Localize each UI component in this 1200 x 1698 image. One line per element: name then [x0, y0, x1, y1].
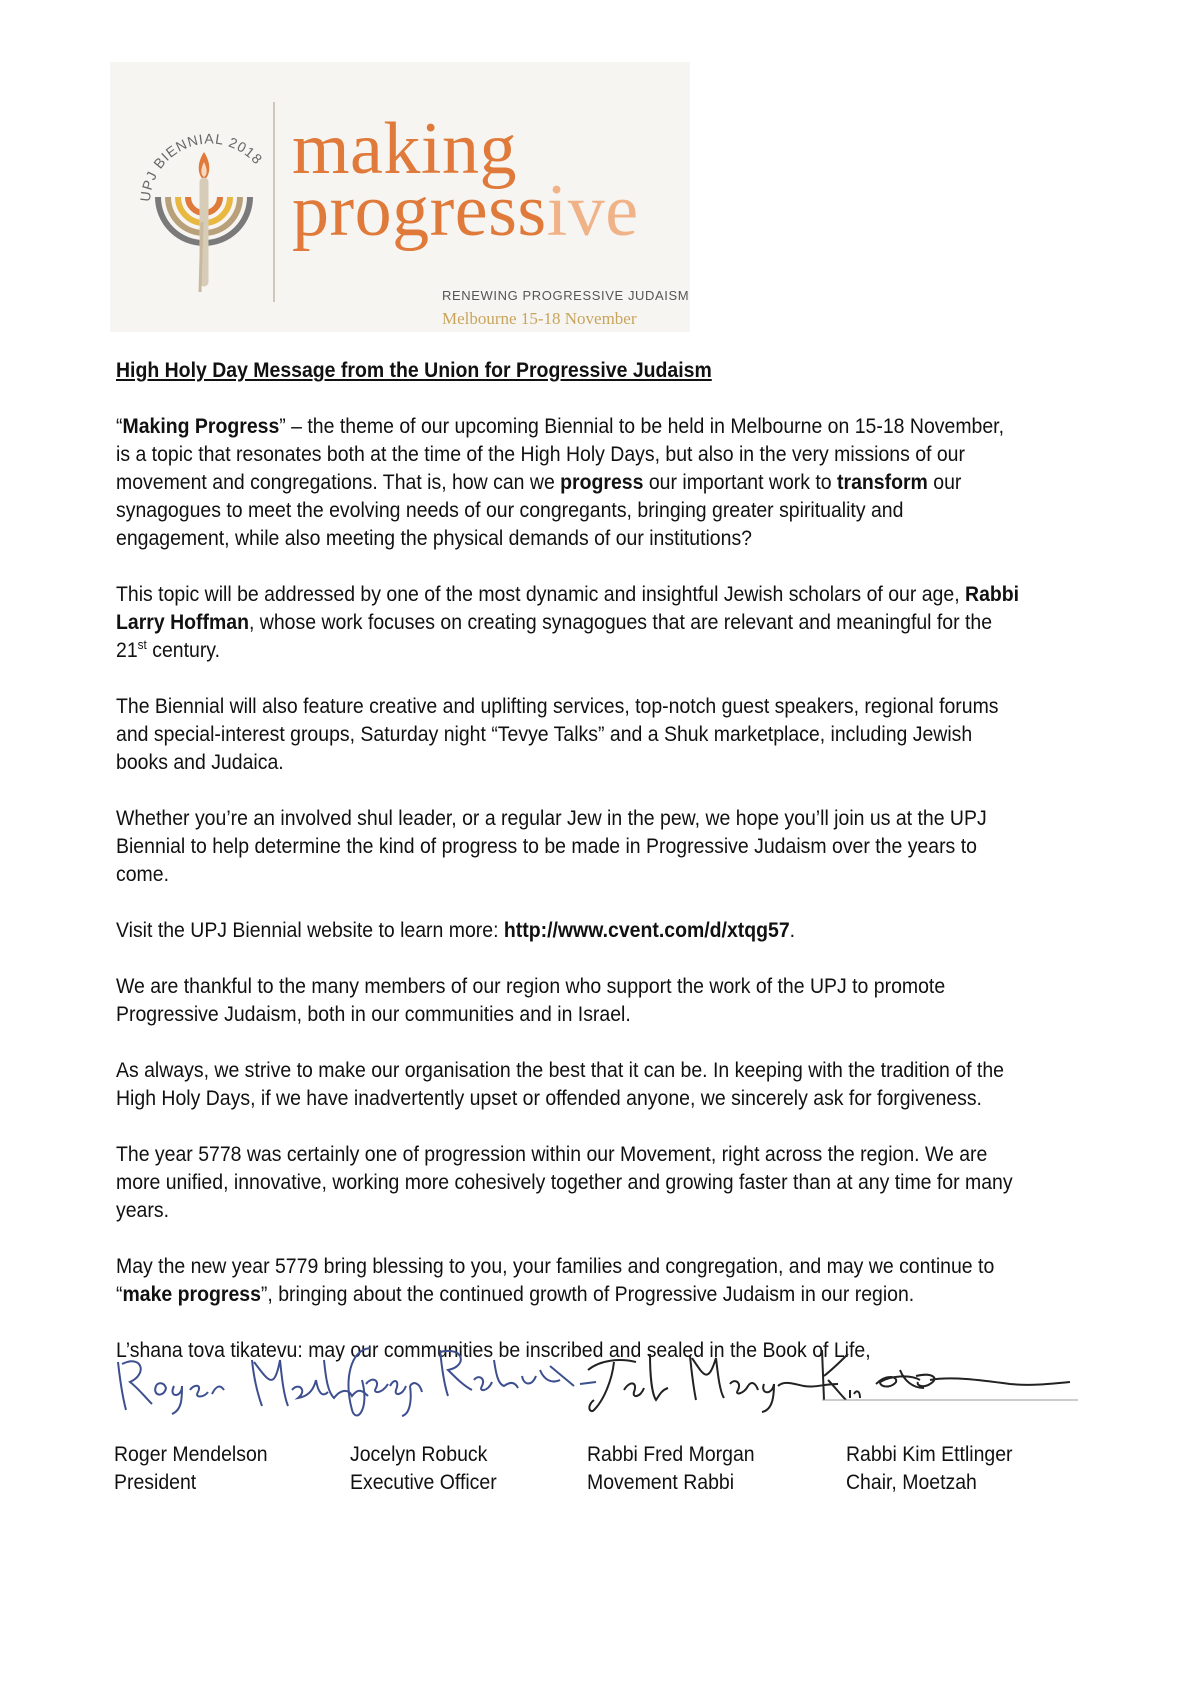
- logo-word-making: making: [292, 108, 517, 190]
- bold-progress: progress: [560, 470, 644, 494]
- signatory-role: Executive Officer: [350, 1470, 497, 1494]
- signature-jocelyn-robuck-image: [340, 1340, 600, 1420]
- signature-fred-morgan-image: [580, 1340, 840, 1420]
- menorah-emblem-icon: [128, 82, 278, 312]
- letter-title: High Holy Day Message from the Union for Progressive Judaism: [116, 358, 712, 382]
- logo-tagline: RENEWING PROGRESSIVE JUDAISM: [442, 288, 690, 303]
- superscript: st: [137, 636, 147, 652]
- letter-body: [116, 356, 1021, 1392]
- paragraph-forgiveness: As always, we strive to make our organisation the best that it can be. In keeping with the tradition of the High Holy Days, if we have inadvertently upset or offended anyone, we sincerely ask for forgiveness.: [116, 1058, 1004, 1110]
- text: .: [789, 918, 796, 942]
- paragraph-features: The Biennial will also feature creative and uplifting services, top-notch guest speakers, regional forums and special-interest groups, Saturday night “Tevye Talks” and a Shuk marketplace, including Jewish books and Judaica.: [116, 694, 999, 774]
- text: This topic will be addressed by one of the most dynamic and insightful Jewish scholars of our age,: [116, 582, 966, 606]
- paragraph-thanks: We are thankful to the many members of our region who support the work of the UPJ to promote Progressive Judaism, both in our communities and in Israel.: [116, 974, 946, 1026]
- signature-jocelyn-robuck: [340, 1340, 600, 1420]
- bold-speaker-name: Rabbi Larry Hoffman: [116, 582, 1020, 634]
- paragraph-invitation: Whether you’re an involved shul leader, or a regular Jew in the pew, we hope you’ll join us at the UPJ Biennial to help determine the kind of progress to be made in Progressive Judaism over the years to come.: [116, 806, 987, 886]
- bold-make-progress: make progress: [122, 1282, 261, 1306]
- paragraph-closing: L’shana tova tikatevu: may our communities be inscribed and sealed in the Book of Life,: [116, 1338, 871, 1362]
- signature-kim-ettlinger: [820, 1340, 1080, 1420]
- logo-location-dates: Melbourne 15-18 November: [442, 309, 637, 328]
- signatory-kim-ettlinger: [846, 1440, 1013, 1496]
- paragraph-speaker: [116, 580, 1021, 664]
- signatory-roger-mendelson: [114, 1440, 268, 1496]
- logo-word-progress: progress: [292, 170, 547, 252]
- paragraph-year-review: The year 5778 was certainly one of progression within our Movement, right across the region. We are more unified, innovative, working more cohesively together and growing faster than at any time for many years.: [116, 1142, 1013, 1222]
- open-quote: “: [116, 414, 123, 438]
- signatory-name: Roger Mendelson: [114, 1442, 268, 1466]
- signature-fred-morgan: [580, 1340, 840, 1420]
- text: ”, bringing about the continued growth of Progressive Judaism in our region.: [260, 1282, 915, 1306]
- website-link[interactable]: http://www.cvent.com/d/xtqg57: [503, 918, 790, 942]
- text: century.: [146, 638, 220, 662]
- text: our important work to: [643, 470, 838, 494]
- signatory-fred-morgan: [587, 1440, 755, 1496]
- signatory-role: Movement Rabbi: [587, 1470, 735, 1494]
- paragraph-blessing: [116, 1252, 1021, 1308]
- logo-word-progressive: [292, 170, 639, 252]
- paragraph-website: [116, 916, 1021, 944]
- paragraph-theme: [116, 412, 1021, 552]
- event-logo: [110, 62, 690, 332]
- signatory-name: Rabbi Kim Ettlinger: [846, 1442, 1013, 1466]
- signatory-name: Jocelyn Robuck: [350, 1442, 488, 1466]
- logo-word-ive: ive: [546, 170, 639, 252]
- signatory-jocelyn-robuck: [350, 1440, 497, 1496]
- text: May the new year 5779 bring blessing to you, your families and congregation, and may we continue to “: [116, 1254, 995, 1306]
- bold-theme: Making Progress: [122, 414, 280, 438]
- signatory-name: Rabbi Fred Morgan: [587, 1442, 755, 1466]
- signatory-role: President: [114, 1470, 197, 1494]
- logo-divider: [273, 102, 275, 302]
- text: ” – the theme of our upcoming Biennial to be held in Melbourne on 15-18 November, is a topic that resonates both at the time of the High Holy Days, but also in the very missions of our movement and congregations. That is, how can we: [116, 414, 1004, 494]
- text: our synagogues to meet the evolving needs of our congregants, bringing greater spirituality and engagement, while also meeting the physical demands of our institutions?: [116, 470, 962, 550]
- signature-roger-mendelson-image: [112, 1340, 372, 1420]
- bold-transform: transform: [837, 470, 928, 494]
- text: Visit the UPJ Biennial website to learn more:: [116, 918, 504, 942]
- logo-ring-text: UPJ BIENNIAL 2018: [136, 130, 267, 203]
- text: , whose work focuses on creating synagogues that are relevant and meaningful for the 21: [116, 610, 993, 662]
- signature-roger-mendelson: [112, 1340, 372, 1420]
- signature-kim-ettlinger-image: [820, 1340, 1080, 1420]
- signatory-role: Chair, Moetzah: [846, 1470, 977, 1494]
